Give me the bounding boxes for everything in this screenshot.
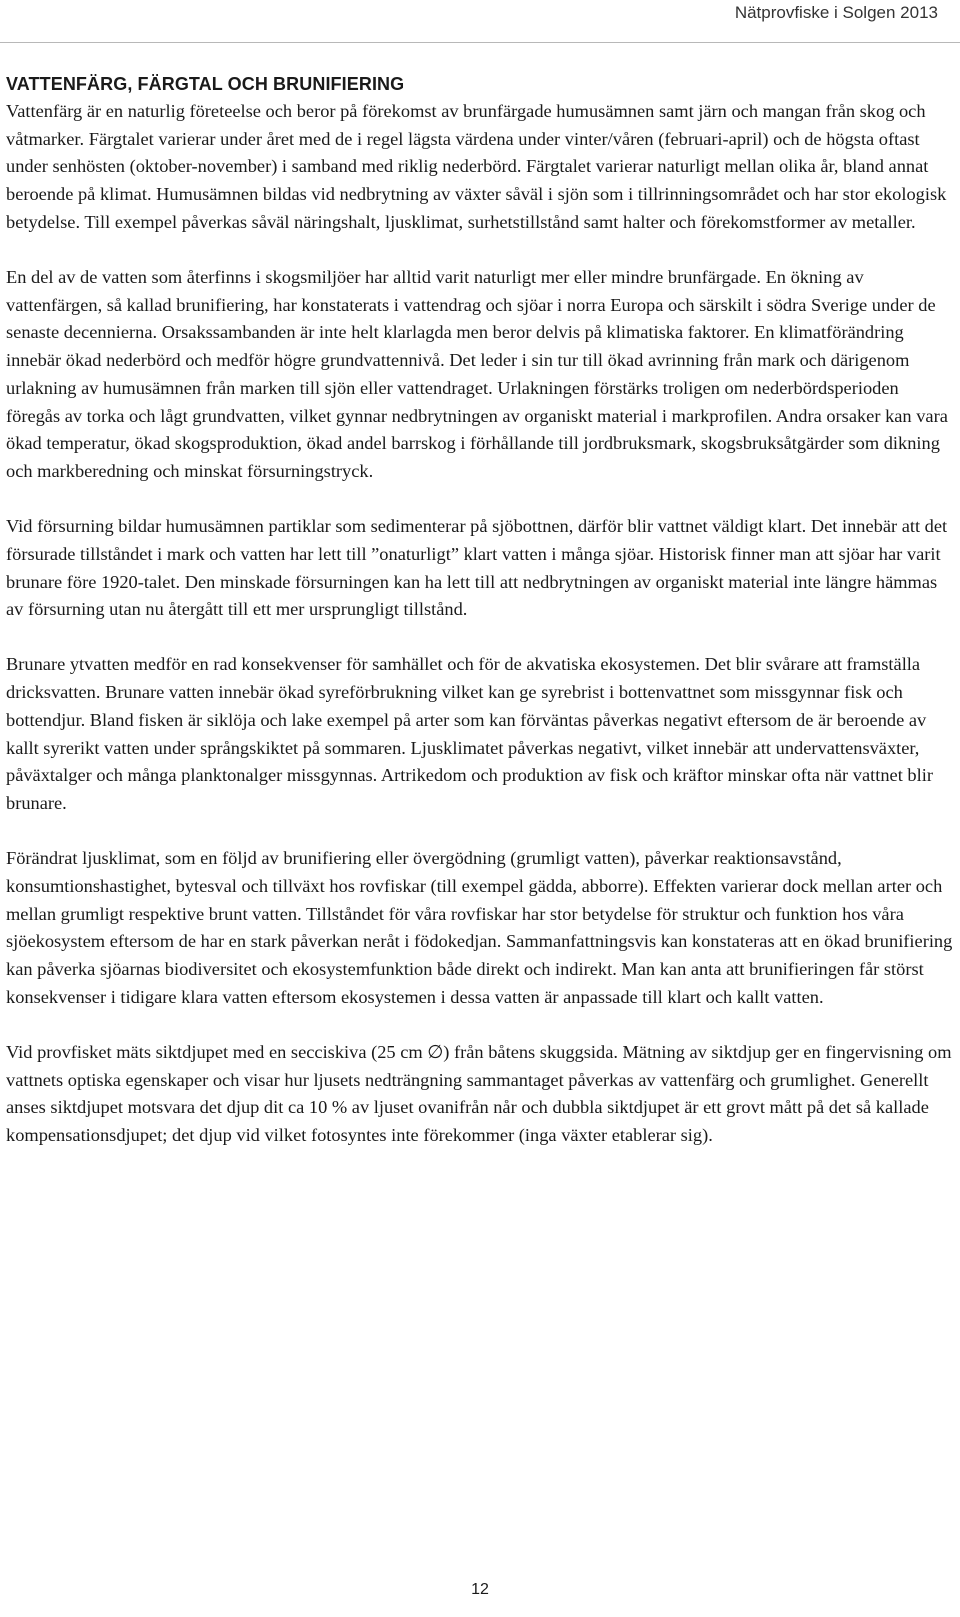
header-divider xyxy=(0,42,960,43)
running-header-title: Nätprovfiske i Solgen 2013 xyxy=(734,3,938,22)
paragraph-brunifiering: En del av de vatten som återfinns i skogsmiljöer har alltid varit naturligt mer eller mindre brunfärgade. En ökning av vattenfärgen, så kallad brunifiering, har konstaterats i vattendrag och sjöar i norra Europa och särskilt i södra Sverige under de senaste decennierna. Orsakssambanden är inte helt klarlagda men beror delvis på klimatiska faktorer. En klimatförändring innebär ökad nederbörd och medför högre grundvattennivå. Det leder i sin tur till ökad avrinning från mark och därigenom urlakning av humusämnen från marken till sjön eller vattendraget. Urlakningen förstärks troligen om nederbördsperioden föregås av torka och lågt grundvatten, vilket gynnar nedbrytningen av organiskt material i markprofilen. Andra orsaker kan vara ökad temperatur, ökad skogsproduktion, ökad andel barrskog i förhållande till jordbruksmark, skogsbruksåtgärder som dikning och markberedning och minskat försurningstryck. xyxy=(6,267,948,481)
paragraph-ljusklimat: Förändrat ljusklimat, som en följd av brunifiering eller övergödning (grumligt vatten), påverkar reaktionsavstånd, konsumtionshastighet, bytesval och tillväxt hos rovfiskar (till exempel gädda, abborre). Effekten varierar dock mellan arter och mellan grumligt respektive brunt vatten. Tillståndet för våra rovfiskar har stor betydelse för struktur och funktion hos våra sjöekosystem eftersom de har en stark påverkan neråt i födokedjan. Sammanfattningsvis kan konstateras att en ökad brunifiering kan påverka sjöarnas biodiversitet och ekosystemfunktion både direkt och indirekt. Man kan anta att brunifieringen får störst konsekvenser i tidigare klara vatten eftersom ekosystemen i dessa vatten är anpassade till klart och kallt vatten. xyxy=(6,848,953,1007)
document-body xyxy=(6,72,956,1177)
paragraph-konsekvenser: Brunare ytvatten medför en rad konsekvenser för samhället och för de akvatiska ekosystemen. Det blir svårare att framställa dricksvatten. Brunare vatten innebär ökad syreförbrukning vilket kan ge syrebrist i bottenvattnet som missgynnar fisk och bottendjur. Bland fisken är siklöja och lake exempel på arter som kan förväntas påverkas negativt eftersom de är beroende av kallt syrerikt vatten under språngskiktet på sommaren. Ljusklimatet påverkas negativt, vilket innebär att undervattensväxter, påväxtalger och många planktonalger missgynnas. Artrikedom och produktion av fisk och kräftor minskar ofta när vattnet blir brunare. xyxy=(6,654,933,813)
running-header xyxy=(0,0,960,44)
paragraph-forsurning: Vid försurning bildar humusämnen partiklar som sedimenterar på sjöbottnen, därför blir vattnet väldigt klart. Det innebär att det försurade tillståndet i mark och vatten har lett till ”onaturligt” klart vatten i många sjöar. Historisk finner man att sjöar har varit brunare före 1920-talet. Den minskade försurningen kan ha lett till att nedbrytningen av organiskt material inte längre hämmas av försurning utan nu återgått till ett mer ursprungligt tillstånd. xyxy=(6,516,948,620)
paragraph-vattenfarg-intro: Vattenfärg är en naturlig företeelse och beror på förekomst av brunfärgade humusämnen samt järn och mangan från skog och våtmarker. Färgtalet varierar under året med de i regel lägsta värdena under vinter/våren (februari-april) och de högsta oftast under senhösten (oktober-november) i samband med riklig nederbörd. Färgtalet varierar naturligt mellan olika år, bland annat beroende på klimat. Humusämnen bildas vid nedbrytning av växter såväl i sjön som i tillrinningsområdet och har stor ekologisk betydelse. Till exempel påverkas såväl näringshalt, ljusklimat, surhetstillstånd samt halter och förekomstformer av metaller. xyxy=(6,101,947,232)
section-title: VATTENFÄRG, FÄRGTAL OCH BRUNIFIERING xyxy=(6,74,405,94)
paragraph-siktdjup: Vid provfisket mäts siktdjupet med en secciskiva (25 cm ∅) från båtens skuggsida. Mätning av siktdjup ger en fingervisning om vattnets optiska egenskaper och visar hur ljusets nedträngning sammantaget påverkas av vattenfärg och grumlighet. Generellt anses siktdjupet motsvara det djup dit ca 10 % av ljuset ovanifrån når och dubbla siktdjupet är ett grovt mått på det så kallade kompensationsdjupet; det djup vid vilket fotosyntes inte förekommer (inga växter etablerar sig). xyxy=(6,1041,952,1145)
page-number: 12 xyxy=(471,1581,489,1598)
